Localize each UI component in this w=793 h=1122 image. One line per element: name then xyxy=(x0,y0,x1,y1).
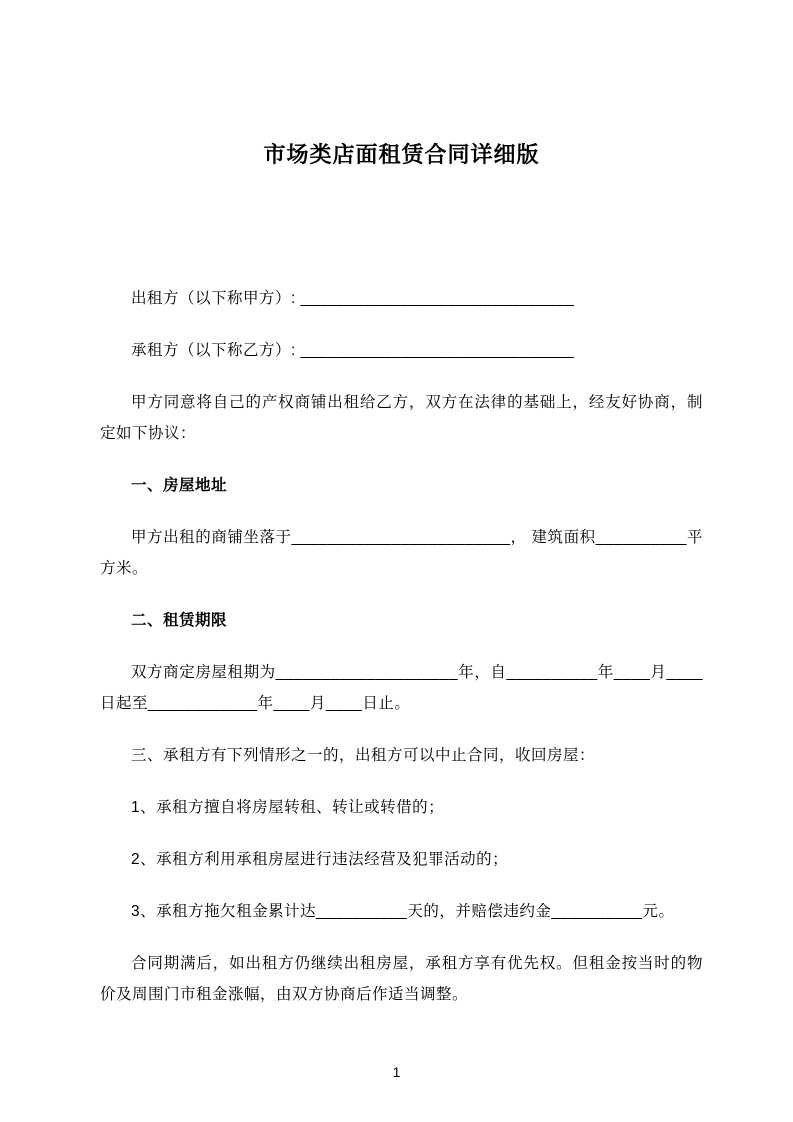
heading-house-address: 一、房屋地址 xyxy=(131,476,228,494)
paragraph-renewal-priority: 合同期满后，如出租方仍继续出租房屋，承租方享有优先权。但租金按当时的物价及周围门市租金涨幅，由双方协商后作适当调整。 xyxy=(100,954,703,1003)
document-title: 市场类店面租赁合同详细版 xyxy=(263,142,540,167)
paragraph-lease-term: 双方商定房屋租期为____________________年，自__________年____月____日起至____________年____月____日止。 xyxy=(100,663,703,712)
paragraph-house-location: 甲方出租的商铺坐落于________________________， 建筑面积__________平方米。 xyxy=(100,528,703,577)
paragraph-termination-intro: 三、承租方有下列情形之一的，出租方可以中止合同，收回房屋： xyxy=(131,746,596,764)
paragraph-lessee: 承租方（以下称乙方）: ______________________________ xyxy=(131,341,575,359)
document-body xyxy=(100,283,703,1010)
heading-lease-term: 二、租赁期限 xyxy=(131,611,228,629)
paragraph-intro: 甲方同意将自己的产权商铺出租给乙方，双方在法律的基础上，经友好协商，制定如下协议： xyxy=(100,393,703,442)
termination-list-item-3: 3、承租方拖欠租金累计达__________天的，并赔偿违约金__________元。 xyxy=(131,902,675,920)
page-number: 1 xyxy=(392,1064,401,1080)
termination-list-item-1: 1、承租方擅自将房屋转租、转让或转借的； xyxy=(131,798,445,816)
termination-list-item-2: 2、承租方利用承租房屋进行违法经营及犯罪活动的； xyxy=(131,850,509,868)
paragraph-lessor: 出租方（以下称甲方）: ______________________________ xyxy=(131,289,575,307)
